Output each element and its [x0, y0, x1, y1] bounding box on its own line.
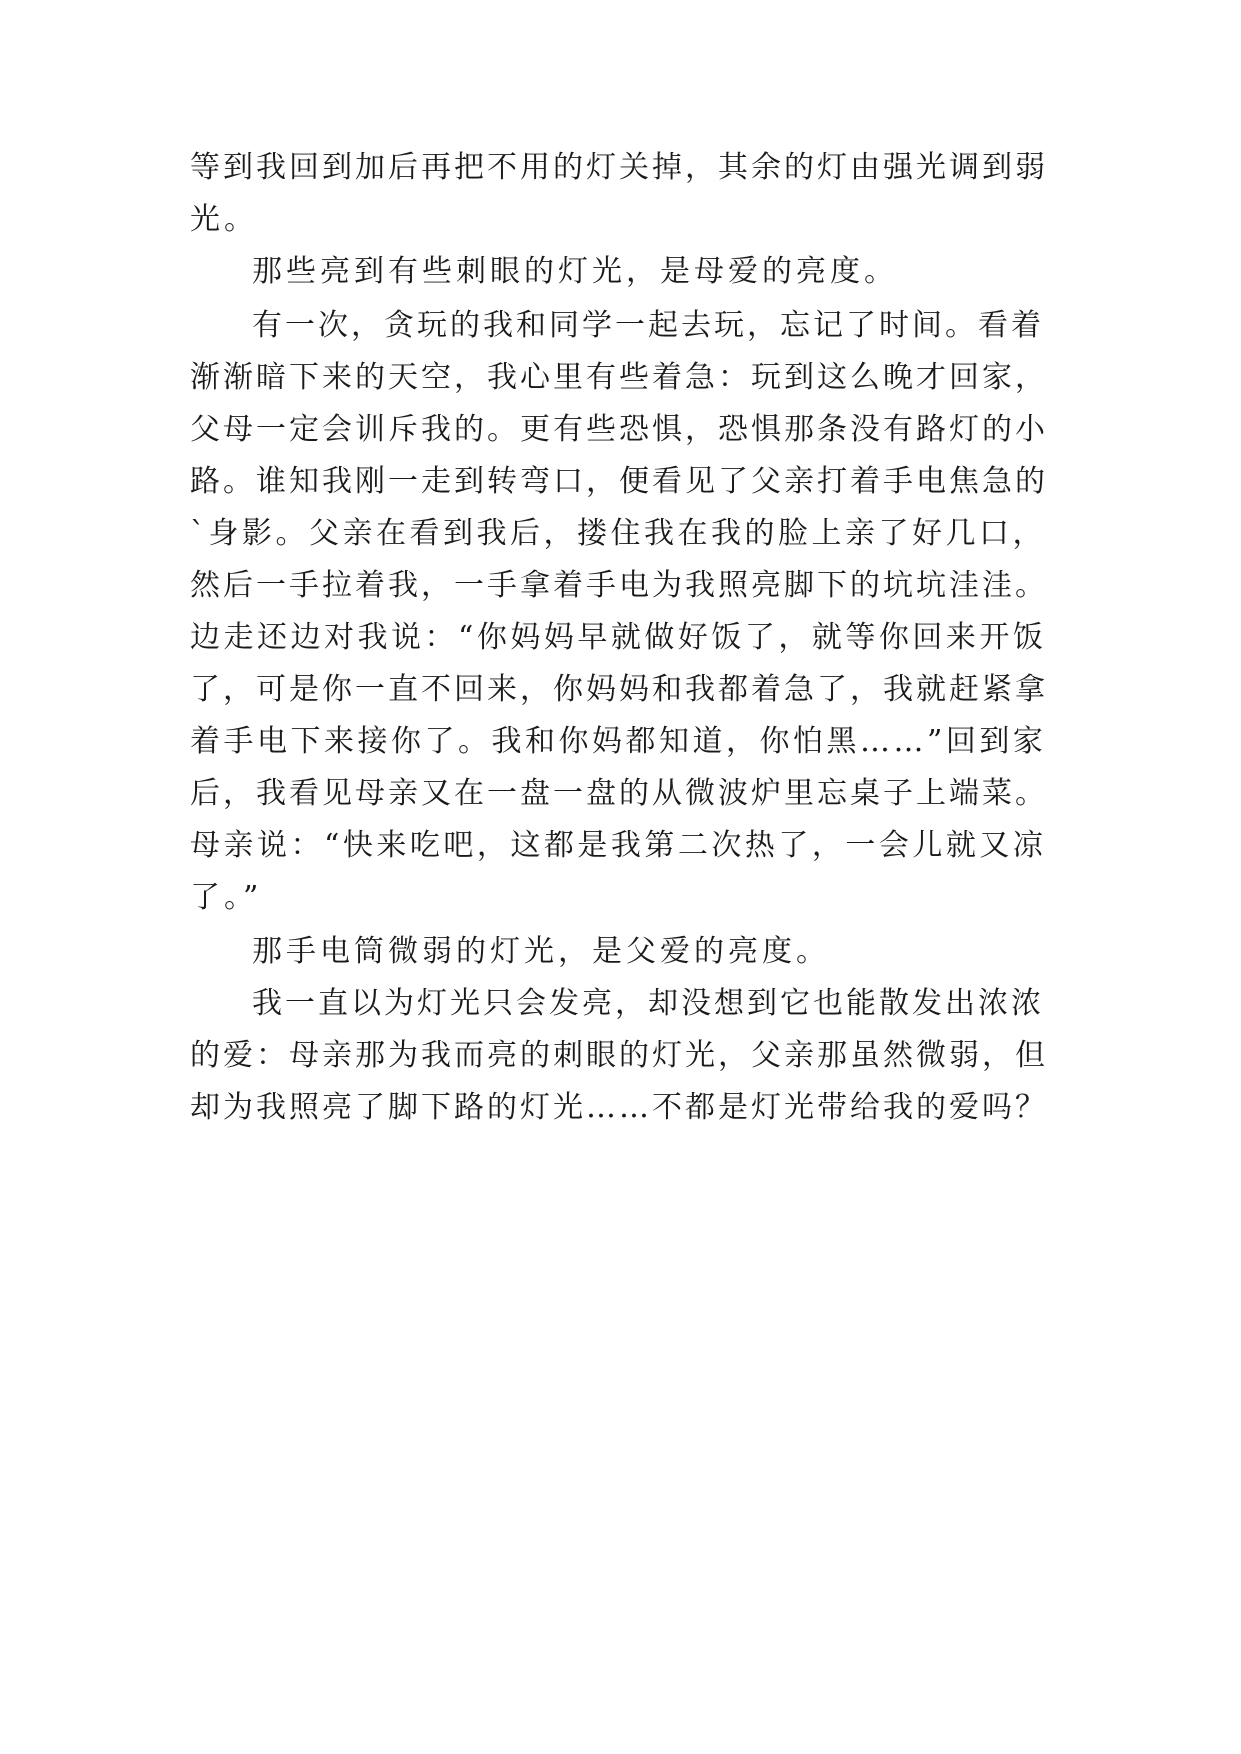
text-line: 渐渐暗下来的天空，我心里有些着急：玩到这么晚才回家， [190, 360, 1048, 395]
paragraph-line: 我一直以为灯光只会发亮，却没想到它也能散发出浓浓 [252, 986, 1044, 1021]
text-line: 父母一定会训斥我的。更有些恐惧，恐惧那条没有路灯的小 [190, 412, 1048, 447]
text-line: 了，可是你一直不回来，你妈妈和我都着急了，我就赶紧拿 [190, 672, 1048, 707]
paragraph-line: 有一次，贪玩的我和同学一起去玩，忘记了时间。看着 [252, 308, 1044, 343]
text-line: `身影。父亲在看到我后，搂住我在我的脸上亲了好几口， [190, 516, 1046, 551]
text-line: 母亲说：“快来吃吧，这都是我第二次热了，一会儿就又凉 [190, 828, 1047, 863]
text-line: 后，我看见母亲又在一盘一盘的从微波炉里忘桌子上端菜。 [190, 776, 1048, 811]
text-line: 边走还边对我说：“你妈妈早就做好饭了，就等你回来开饭 [190, 620, 1047, 655]
text-line: 然后一手拉着我，一手拿着手电为我照亮脚下的坑坑洼洼。 [190, 568, 1048, 603]
paragraph-line: 那些亮到有些刺眼的灯光，是母爱的亮度。 [252, 254, 898, 289]
text-line: 却为我照亮了脚下路的灯光……不都是灯光带给我的爱吗？ [190, 1090, 1048, 1125]
text-line: 光。 [190, 202, 258, 237]
text-line: 了。” [190, 880, 263, 915]
text-line: 路。谁知我刚一走到转弯口，便看见了父亲打着手电焦急的 [190, 464, 1048, 499]
text-line: 的爱：母亲那为我而亮的刺眼的灯光，父亲那虽然微弱，但 [190, 1038, 1048, 1073]
paragraph-line: 那手电筒微弱的灯光，是父爱的亮度。 [252, 934, 830, 969]
text-line: 等到我回到加后再把不用的灯关掉，其余的灯由强光调到弱 [190, 150, 1048, 185]
text-line: 着手电下来接你了。我和你妈都知道，你怕黑……”回到家 [190, 724, 1047, 759]
